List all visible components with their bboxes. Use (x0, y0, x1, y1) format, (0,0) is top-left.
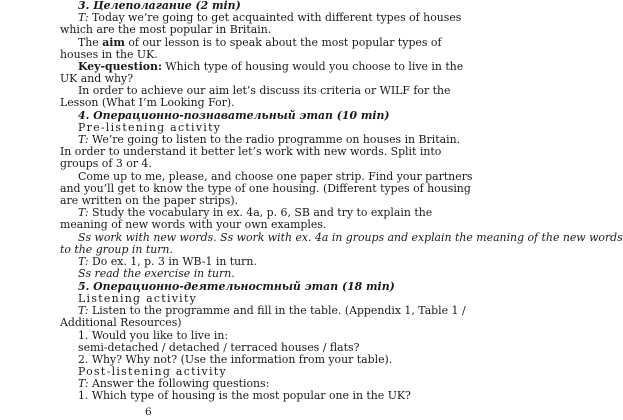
aim-bold: aim (102, 36, 125, 49)
stage-3-heading: 3. Целеполагание (2 min) (78, 0, 241, 12)
order-line-cont: Lesson (What I’m Looking For). (60, 96, 235, 109)
order-line: In order to achieve our aim let’s discuss its criteria or WILF for the (78, 84, 451, 97)
teacher-line-2-cont2: groups of 3 or 4. (60, 157, 152, 170)
teacher-line-1-cont: which are the most popular in Britain. (60, 23, 272, 36)
teacher-line-5: T: Listen to the programme and fill in the table. (Appendix 1, Table 1 / (78, 304, 466, 317)
come-up-cont: and you’ll get to know the type of one housing. (Different types of housing (60, 182, 471, 195)
students-line-1: Ss work with new words. Ss work with ex. 4a in groups and explain the meaning of the new words (78, 231, 623, 244)
teacher-line-2: T: We’re going to listen to the radio programme on houses in Britain. (78, 133, 461, 146)
teacher-label: T: (78, 11, 89, 24)
teacher-line-2-cont: In order to understand it better let’s work with new words. Split into (60, 145, 442, 158)
come-up-cont2: are written on the paper strips). (60, 194, 239, 207)
aim-line: The aim of our lesson is to speak about the most popular types of (78, 36, 442, 49)
stage-5-heading: 5. Операционно-деятельностный этап (18 min) (78, 280, 395, 293)
teacher-line-3: T: Study the vocabulary in ex. 4a, p. 6, SB and try to explain the (78, 206, 433, 219)
question-1-options: semi-detached / detached / terraced houses / flats? (78, 341, 360, 354)
question-2: 2. Why? Why not? (Use the information from your table). (78, 353, 393, 366)
come-up-line: Come up to me, please, and choose one paper strip. Find your partners (78, 170, 473, 183)
post-listening-heading: Post-listening activity (78, 365, 227, 378)
teacher-text: Today we’re going to get acquainted with different types of houses (88, 11, 462, 24)
key-question-line: Key-question: Which type of housing would you choose to live in the (78, 60, 464, 73)
question-1: 1. Would you like to live in: (78, 329, 229, 342)
aim-line-cont: houses in the UK. (60, 48, 158, 61)
students-line-1-cont: to the group in turn. (60, 243, 173, 256)
teacher-line-6: T: Answer the following questions: (78, 377, 270, 390)
listening-heading: Listening activity (78, 292, 198, 305)
teacher-line-4: T: Do ex. 1, p. 3 in WB-1 in turn. (78, 255, 257, 268)
page-number: 6 (145, 406, 152, 418)
stage-4-heading: 4. Операционно-познавательный этап (10 min) (78, 109, 390, 122)
post-question-1: 1. Which type of housing is the most popular one in the UK? (78, 389, 411, 402)
document-page (60, 0, 623, 420)
key-question-label: Key-question: (78, 60, 162, 73)
pre-listening-heading: Pre-listening activity (78, 121, 222, 134)
students-line-2: Ss read the exercise in turn. (78, 267, 235, 280)
key-question-cont: UK and why? (60, 72, 134, 85)
teacher-line-3-cont: meaning of new words with your own examples. (60, 218, 327, 231)
teacher-line-5-cont: Additional Resources) (60, 316, 182, 329)
